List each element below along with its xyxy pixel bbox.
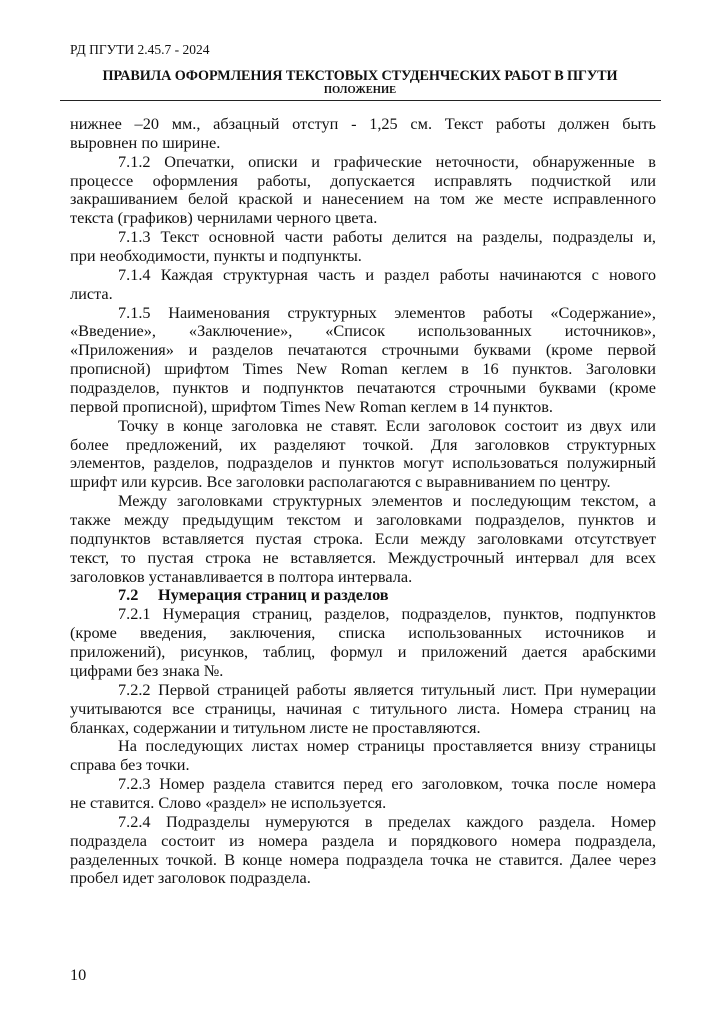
section-number: 7.2 <box>118 585 139 605</box>
text-line: «Введение», «Заключение», «Список использованных источников», <box>70 321 656 341</box>
text-line: 7.2.1 Нумерация страниц, разделов, подразделов, пунктов, подпунктов <box>118 604 656 624</box>
text-line: не ставится. Слово «раздел» не используется. <box>70 792 387 812</box>
text-line: подразделов, пунктов и подпунктов печатаются строчными буквами (кроме <box>70 378 656 398</box>
text-line: подраздела состоит из номера раздела и порядкового номера подраздела, <box>70 830 656 850</box>
paragraph <box>70 492 656 586</box>
text-line: первой прописной), шрифтом Times New Roman кеглем в 14 пунктов. <box>70 396 553 416</box>
paragraph <box>70 775 656 813</box>
text-line: пробел идет заголовок подраздела. <box>70 868 311 888</box>
paragraph <box>70 605 656 680</box>
paragraph <box>70 304 656 417</box>
text-line: подпунктов вставляется пустая строка. Если между заголовками отсутствует <box>70 528 656 548</box>
text-line: Точку в конце заголовка не ставят. Если заголовок состоит из двух или <box>118 415 656 435</box>
document-body <box>70 115 656 888</box>
text-line: шрифт или курсив. Все заголовки располагаются с выравниванием по центру. <box>70 472 611 492</box>
text-line: текста (графиков) чернилами черного цвета. <box>70 208 378 228</box>
text-line: более предложений, их разделяют точкой. Для заголовков структурных <box>70 434 656 454</box>
text-line: закрашиванием белой краской и нанесением на том же месте исправленного <box>70 189 656 209</box>
paragraph <box>70 266 656 304</box>
text-line: нижнее –20 мм., абзацный отступ - 1,25 см. Текст работы должен быть <box>70 114 656 133</box>
text-line: 7.2.2 Первой страницей работы является титульный лист. При нумерации <box>118 679 656 699</box>
paragraph <box>70 737 656 775</box>
paragraph <box>70 115 656 153</box>
text-line: Между заголовками структурных элементов и последующим текстом, а <box>118 491 656 511</box>
paragraph <box>70 228 656 266</box>
text-line: 7.2.3 Номер раздела ставится перед его заголовком, точка после номера <box>118 774 656 794</box>
text-line: текст, то пустая строка не вставляется. Междустрочный интервал для всех <box>70 547 656 567</box>
text-line: 7.1.3 Текст основной части работы делится на разделы, подразделы и, <box>118 227 656 247</box>
header-rule <box>60 100 661 101</box>
text-line: 7.2.4 Подразделы нумеруются в пределах каждого раздела. Номер <box>118 811 656 831</box>
paragraph <box>70 153 656 228</box>
paragraph <box>70 813 656 888</box>
text-line: процессе оформления работы, допускается исправлять подчисткой или <box>70 170 656 190</box>
text-line: также между предыдущим текстом и заголовками подразделов, пунктов и <box>70 510 656 530</box>
paragraph <box>70 417 656 492</box>
text-line: выровнен по ширине. <box>70 132 221 152</box>
document-id: РД ПГУТИ 2.45.7 - 2024 <box>70 42 210 57</box>
section-title: Нумерация страниц и разделов <box>158 585 389 605</box>
text-line: бланках, содержании и титульном листе не проставляются. <box>70 717 481 737</box>
text-line: приложений), рисунков, таблиц, формул и приложений дается арабскими <box>70 642 656 662</box>
paragraph <box>70 681 656 738</box>
text-line: разделенных точкой. В конце номера подраздела точка не ставится. Далее через <box>70 849 656 869</box>
text-line: справа без точки. <box>70 755 190 775</box>
text-line: прописной) шрифтом Times New Roman кеглем в 16 пунктов. Заголовки <box>70 359 656 379</box>
text-line: при необходимости, пункты и подпункты. <box>70 246 362 266</box>
text-line: 7.1.5 Наименования структурных элементов работы «Содержание», <box>118 302 656 322</box>
text-line: 7.1.4 Каждая структурная часть и раздел работы начинаются с нового <box>118 264 656 284</box>
text-line: «Приложения» и разделов печатаются строчными буквами (кроме первой <box>70 340 656 360</box>
text-line: (кроме введения, заключения, списка использованных источников и <box>70 623 656 643</box>
text-line: цифрами без знака №. <box>70 660 224 680</box>
text-line: заголовков устанавливается в полтора интервала. <box>70 566 413 586</box>
section-heading <box>70 586 656 605</box>
text-line: листа. <box>70 283 113 303</box>
text-line: На последующих листах номер страницы проставляется внизу страницы <box>118 736 656 756</box>
document-subtitle: ПОЛОЖЕНИЕ <box>323 85 397 96</box>
page-number: 10 <box>70 965 87 984</box>
document-title: ПРАВИЛА ОФОРМЛЕНИЯ ТЕКСТОВЫХ СТУДЕНЧЕСКИХ РАБОТ В ПГУТИ <box>102 68 618 84</box>
text-line: учитываются все страницы, начиная с титульного листа. Номера страниц на <box>70 698 656 718</box>
text-line: 7.1.2 Опечатки, описки и графические неточности, обнаруженные в <box>118 151 656 171</box>
text-line: элементов, разделов, подразделов и пунктов могут использоваться полужирный <box>70 453 656 473</box>
